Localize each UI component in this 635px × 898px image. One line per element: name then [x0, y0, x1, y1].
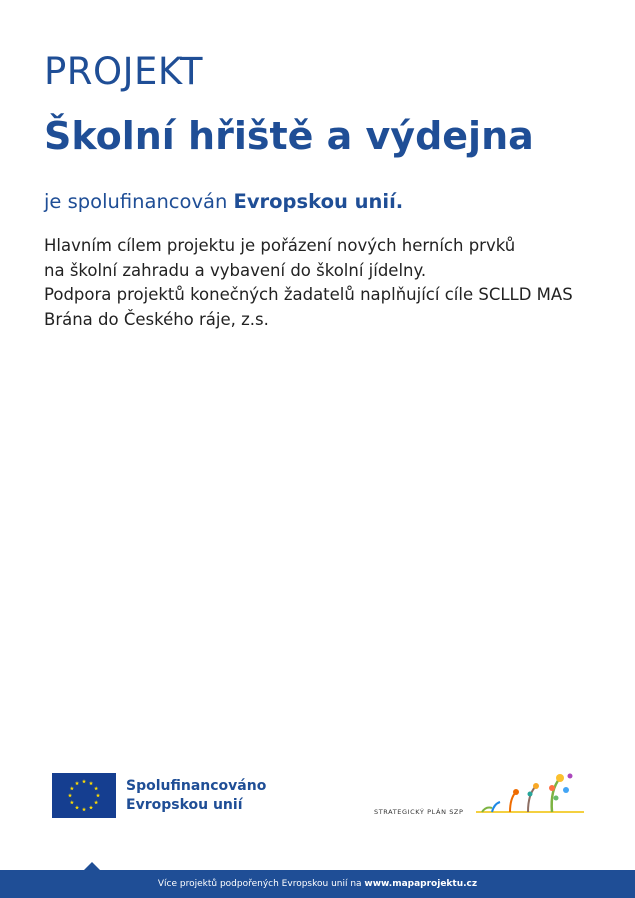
- eu-label-line: Evropskou unií: [126, 797, 243, 813]
- strategic-plan-logo-icon: [476, 768, 586, 818]
- description-line: Hlavním cílem projektu je pořázení nových herních prvků: [44, 236, 516, 255]
- eu-label-line: Spolufinancováno: [126, 778, 267, 794]
- project-kicker: PROJEKT: [44, 50, 203, 93]
- description-line: Podpora projektů konečných žadatelů naplňující cíle SCLLD MAS: [44, 285, 573, 304]
- footer-bar: [0, 870, 635, 898]
- footer-text: Více projektů podpořených Evropskou unií na: [157, 879, 365, 889]
- eu-flag-icon: [52, 773, 116, 818]
- project-description: [44, 234, 604, 332]
- cofinanced-emphasis: Evropskou unií.: [233, 190, 404, 213]
- cofinanced-statement: [44, 190, 403, 213]
- footer-link[interactable]: www.mapaprojektu.cz: [364, 879, 478, 889]
- strategic-plan-label: STRATEGICKÝ PLÁN SZP: [374, 808, 464, 816]
- eu-cofinanced-label: [126, 777, 266, 815]
- footer-notch: [84, 862, 100, 870]
- description-line: na školní zahradu a vybavení do školní jídelny.: [44, 260, 427, 280]
- cofinanced-prefix: je spolufinancován: [44, 190, 234, 213]
- project-title: Školní hřiště a výdejna: [44, 114, 534, 158]
- description-line: Brána do Českého ráje, z.s.: [44, 309, 269, 329]
